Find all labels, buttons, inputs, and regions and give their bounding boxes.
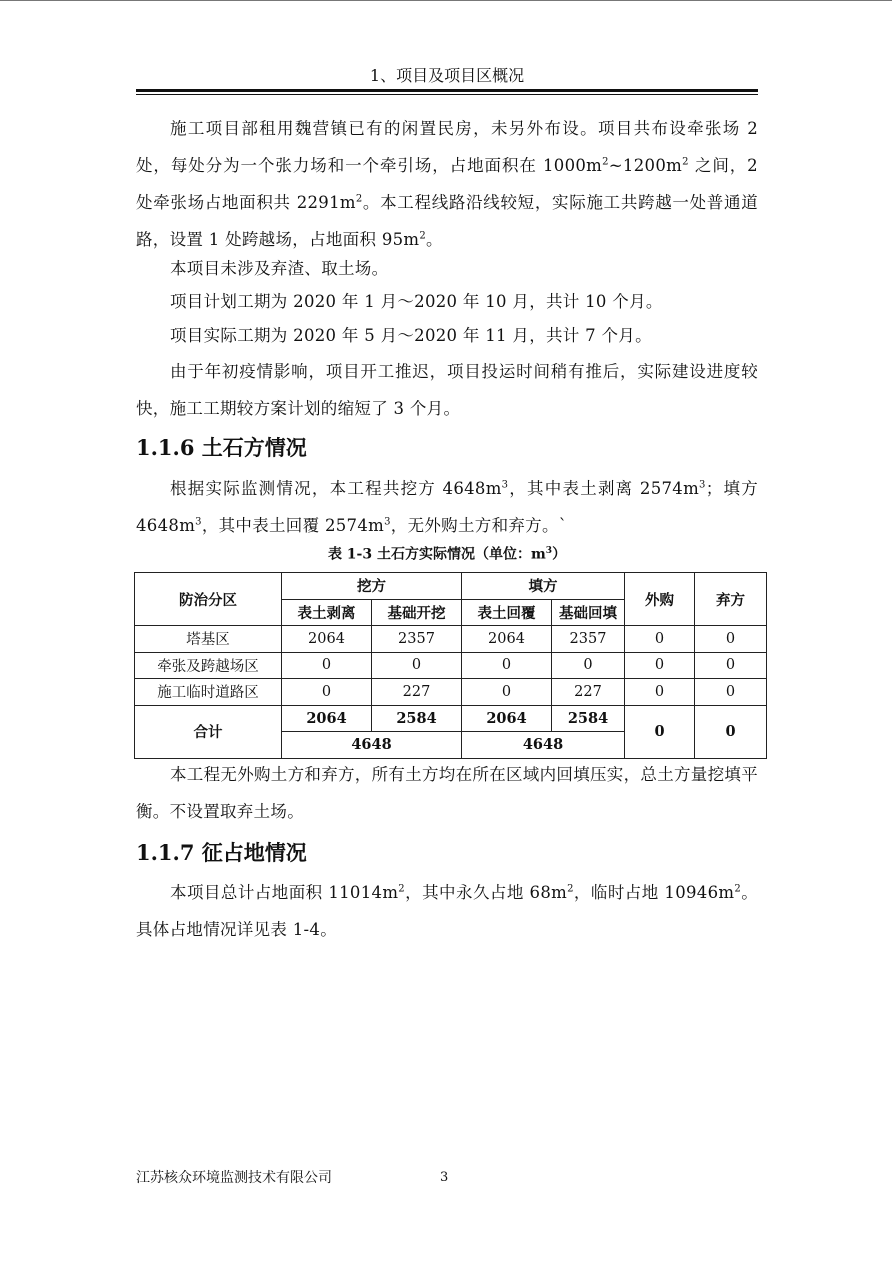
paragraph-no-spoil: 本项目未涉及弃渣、取土场。	[170, 259, 389, 278]
cell-waste: 0	[695, 679, 767, 706]
running-header: 1、项目及项目区概况	[369, 66, 525, 85]
paragraph-planned-schedule: 项目计划工期为 2020 年 1 月～2020 年 10 月，共计 10 个月。	[170, 292, 663, 311]
header-excavate: 挖方	[282, 573, 462, 600]
paragraph-staging-sites: 施工项目部租用魏营镇已有的闲置民房，未另外布设。项目共布设牵张场 2 处，每处分为一个张力场和一个牵引场，占地面积在 $1000m^2\sim 1200m^2$ 之间，2 处牵张场占地面积共 $2291m^2$。本工程线路沿线较短，实际施工共跨越一处普通道路，设置 1 处跨越场，占地面积 $95m^2$。	[136, 119, 758, 249]
table-header-row	[135, 573, 767, 600]
header-purchase: 外购	[625, 573, 695, 626]
cell-cover: 2064	[462, 626, 552, 653]
header-zone: 防治分区	[135, 573, 282, 626]
section-heading-land-use: 1.1.7 征占地情况	[136, 840, 307, 865]
total-purchase: 0	[625, 705, 695, 758]
cell-dig: 2357	[372, 626, 462, 653]
cell-fill: 227	[552, 679, 625, 706]
cell-purchase: 0	[625, 679, 695, 706]
table-row	[135, 679, 767, 706]
header-foundation-dig: 基础开挖	[372, 599, 462, 626]
footer-company-name: 江苏核众环境监测技术有限公司	[136, 1170, 332, 1186]
page-top-border	[0, 0, 892, 1]
paragraph-actual-schedule: 项目实际工期为 2020 年 5 月～2020 年 11 月，共计 7 个月。	[170, 326, 652, 345]
cell-cover: 0	[462, 679, 552, 706]
total-cover: 2064	[462, 705, 552, 732]
total-waste: 0	[695, 705, 767, 758]
total-fill: 2584	[552, 705, 625, 732]
header-topsoil-cover: 表土回覆	[462, 599, 552, 626]
total-fill-sum: 4648	[462, 732, 625, 759]
cell-fill: 2357	[552, 626, 625, 653]
paragraph-delay-reason: 由于年初疫情影响，项目开工推迟，项目投运时间稍有推后，实际建设进度较快，施工工期较方案计划的缩短了 3 个月。	[136, 362, 758, 418]
cell-waste: 0	[695, 626, 767, 653]
table-row	[135, 626, 767, 653]
cell-zone: 牵张及跨越场区	[135, 652, 282, 679]
cell-purchase: 0	[625, 652, 695, 679]
earthwork-table	[134, 572, 767, 759]
cell-zone: 施工临时道路区	[135, 679, 282, 706]
table-row	[135, 652, 767, 679]
table-total-row	[135, 705, 767, 732]
cell-fill: 0	[552, 652, 625, 679]
cell-dig: 0	[372, 652, 462, 679]
header-rule-thin	[136, 94, 758, 95]
header-topsoil-strip: 表土剥离	[282, 599, 372, 626]
table-caption: 表 1-3 土石方实际情况（单位：$m^3$）	[327, 546, 567, 563]
cell-strip: 2064	[282, 626, 372, 653]
header-waste: 弃方	[695, 573, 767, 626]
total-dig: 2584	[372, 705, 462, 732]
cell-zone: 塔基区	[135, 626, 282, 653]
header-foundation-fill: 基础回填	[552, 599, 625, 626]
cell-purchase: 0	[625, 626, 695, 653]
cell-strip: 0	[282, 652, 372, 679]
paragraph-earth-balance: 本工程无外购土方和弃方，所有土方均在所在区域内回填压实，总土方量挖填平衡。不设置取弃土场。	[136, 765, 758, 821]
page-number: 3	[440, 1170, 449, 1185]
section-heading-earthwork: 1.1.6 土石方情况	[136, 435, 307, 460]
total-excavate-sum: 4648	[282, 732, 462, 759]
cell-waste: 0	[695, 652, 767, 679]
header-fill: 填方	[462, 573, 625, 600]
paragraph-land-use: 本项目总计占地面积 $11014m^2$，其中永久占地 $68m^2$，临时占地 $10946m^2$。具体占地情况详见表 1-4。	[136, 883, 758, 939]
cell-dig: 227	[372, 679, 462, 706]
total-label: 合计	[135, 705, 282, 758]
paragraph-earthwork-summary: 根据实际监测情况，本工程共挖方 $4648m^3$，其中表土剥离 $2574m^3$；填方 $4648m^3$，其中表土回覆 $2574m^3$，无外购土方和弃方。`	[136, 479, 758, 535]
cell-cover: 0	[462, 652, 552, 679]
header-rule-thick	[136, 89, 758, 92]
total-strip: 2064	[282, 705, 372, 732]
cell-strip: 0	[282, 679, 372, 706]
